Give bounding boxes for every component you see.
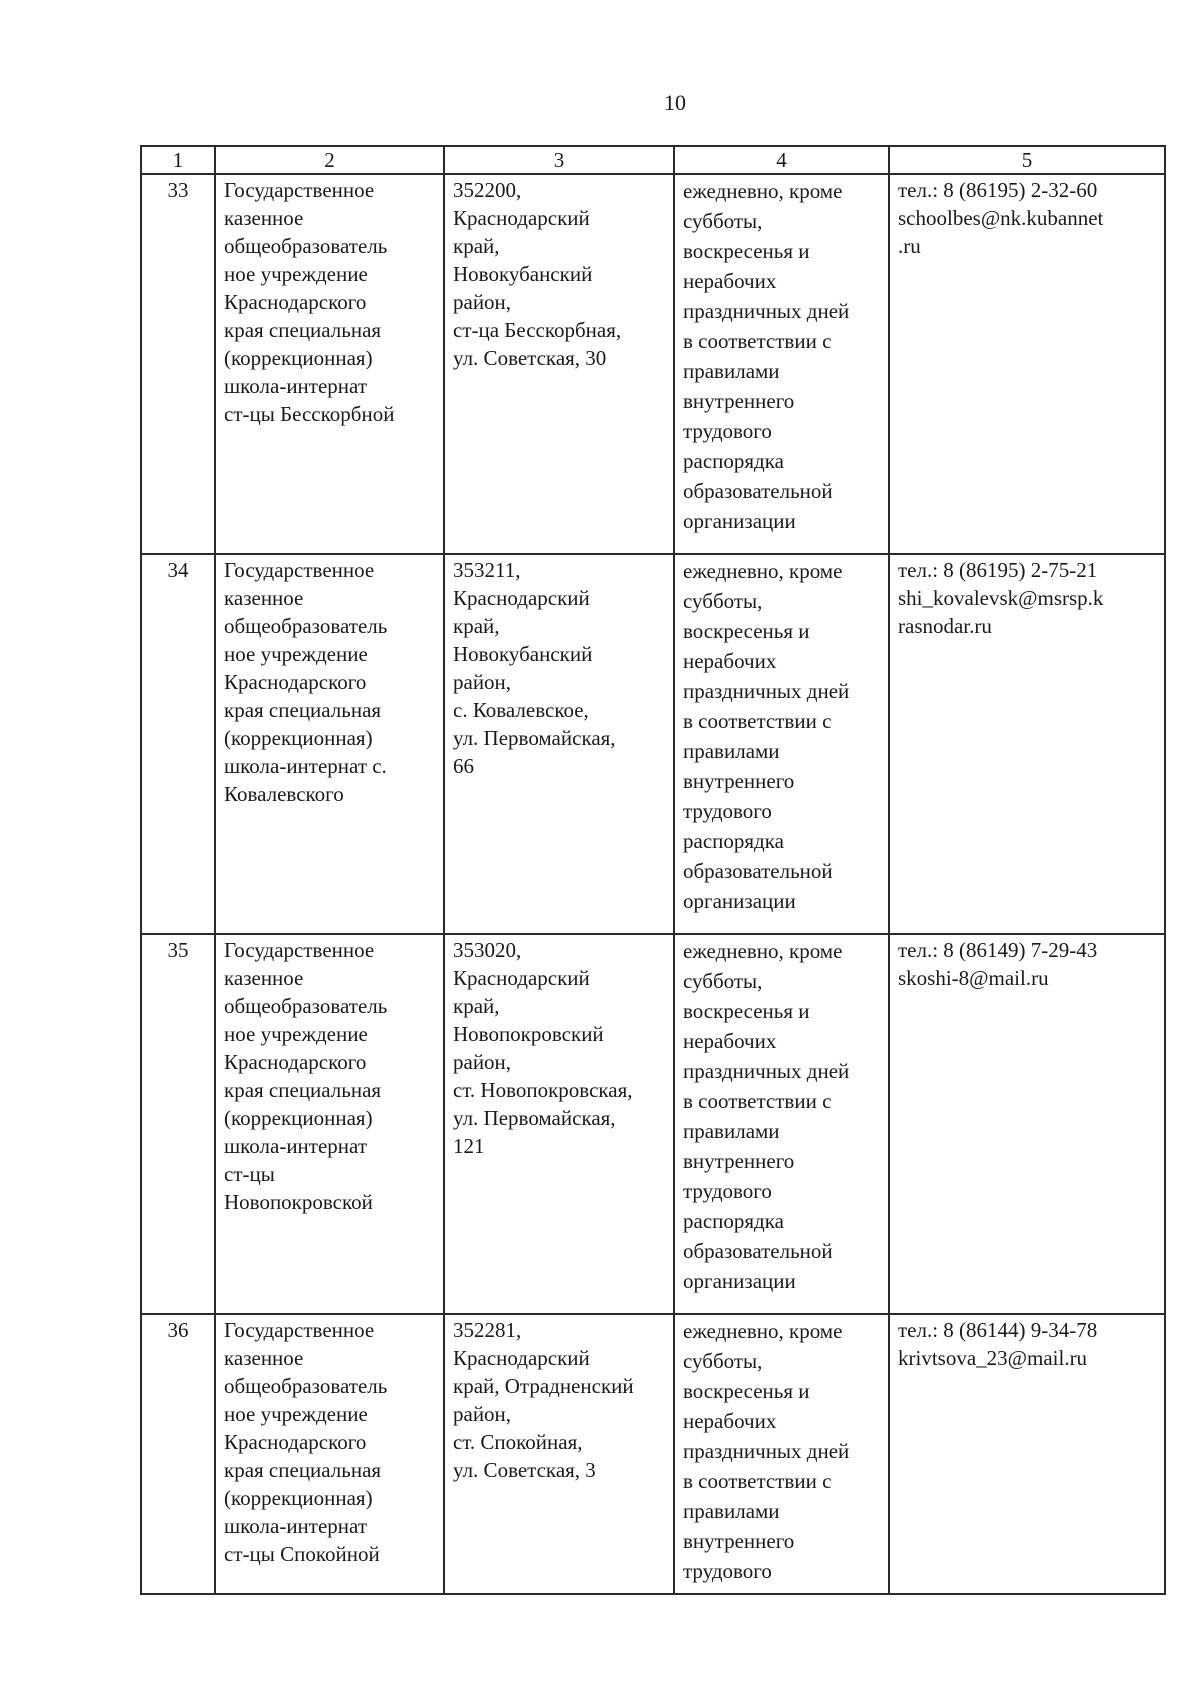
institution-name: Государственное казенное общеобразователь ное учреждение Краснодарского края специальная (коррекционная) школа-интернат с. Ковалевского [215,554,444,934]
institution-address: 353020, Краснодарский край, Новопокровский район, ст. Новопокровская, ул. Первомайская, 121 [444,934,674,1314]
institution-address: 352281, Краснодарский край, Отрадненский район, ст. Спокойная, ул. Советская, 3 [444,1314,674,1594]
institution-name: Государственное казенное общеобразователь ное учреждение Краснодарского края специальная (коррекционная) школа-интернат ст-цы Бесскорбной [215,174,444,554]
table-row [141,1314,1165,1594]
row-number: 36 [141,1314,215,1594]
row-number: 34 [141,554,215,934]
institution-name: Государственное казенное общеобразователь ное учреждение Краснодарского края специальная (коррекционная) школа-интернат ст-цы Новопокровской [215,934,444,1314]
column-header-3: 3 [444,146,674,174]
institution-address: 353211, Краснодарский край, Новокубанский район, с. Ковалевское, ул. Первомайская, 66 [444,554,674,934]
column-header-4: 4 [674,146,889,174]
working-schedule: ежедневно, кроме субботы, воскресенья и нерабочих праздничных дней в соответствии с правилами внутреннего трудового распорядка образовательной организации [674,554,889,934]
institution-name: Государственное казенное общеобразователь ное учреждение Краснодарского края специальная (коррекционная) школа-интернат ст-цы Спокойной [215,1314,444,1594]
working-schedule: ежедневно, кроме субботы, воскресенья и нерабочих праздничных дней в соответствии с правилами внутреннего трудового распорядка образовательной организации [674,934,889,1314]
contact-info: тел.: 8 (86195) 2-32-60 schoolbes@nk.kubannet .ru [889,174,1165,554]
contact-info: тел.: 8 (86144) 9-34-78 krivtsova_23@mail.ru [889,1314,1165,1594]
column-header-2: 2 [215,146,444,174]
institution-address: 352200, Краснодарский край, Новокубанский район, ст-ца Бесскорбная, ул. Советская, 30 [444,174,674,554]
row-number: 35 [141,934,215,1314]
table-row [141,554,1165,934]
page-number: 10 [664,90,686,115]
contact-info: тел.: 8 (86149) 7-29-43 skoshi-8@mail.ru [889,934,1165,1314]
column-header-1: 1 [141,146,215,174]
table-row [141,934,1165,1314]
table-header-row [141,146,1165,174]
institutions-table [140,145,1166,1595]
working-schedule: ежедневно, кроме субботы, воскресенья и нерабочих праздничных дней в соответствии с правилами внутреннего трудового [674,1314,889,1594]
row-number: 33 [141,174,215,554]
column-header-5: 5 [889,146,1165,174]
table-row [141,174,1165,554]
contact-info: тел.: 8 (86195) 2-75-21 shi_kovalevsk@msrsp.k rasnodar.ru [889,554,1165,934]
working-schedule: ежедневно, кроме субботы, воскресенья и нерабочих праздничных дней в соответствии с правилами внутреннего трудового распорядка образовательной организации [674,174,889,554]
